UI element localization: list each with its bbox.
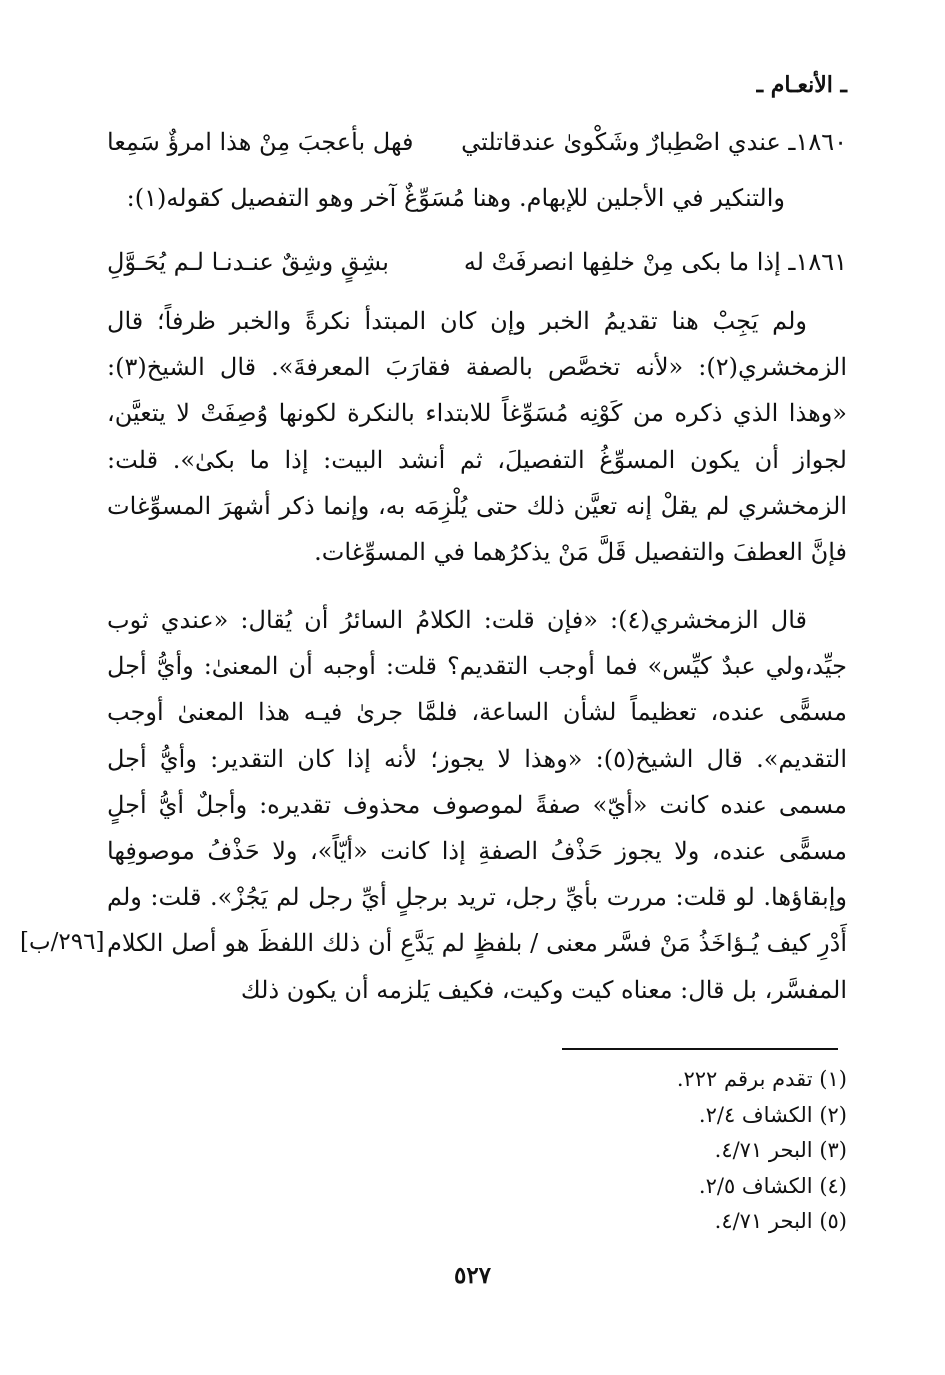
footnote-separator: [562, 1048, 838, 1050]
verse-1860: [107, 120, 847, 164]
footnote: (١) تقدم برقم ٢٢٢.: [676, 1067, 847, 1091]
paragraph: [107, 298, 847, 575]
verse-1861-second-half: بشِقٍ وشِقٌ عنـدنـا لـم يُحَـوَّلِ: [107, 248, 389, 276]
footnote: (٥) البحر ٤/٧١.: [714, 1209, 847, 1233]
page-number: ٥٢٧: [453, 1262, 492, 1289]
verse-number: ١٨٦١ـ: [788, 248, 847, 276]
footnote: (٤) الكشاف ٢/٥.: [698, 1173, 847, 1198]
paragraph-text: قال الزمخشري(٤): «فإن قلت: الكلامُ السائرُ أن يُقال: «عندي ثوب جيِّد،ولي عبدٌ كيِّس» فما أوجب التقديم؟ قلت: أوجبه أن المعنىٰ: وأيُّ أجل مسمًّى عنده، تعظيماً لشأن الساعة، فلمَّا جرىٰ فيـه هذا المعنىٰ أوجب التقديم». قال الشيخ(٥): «وهذا لا يجوز؛ لأنه إذا كان التقدير: وأيُّ أجل مسمى عنده كانت «أيّ» صفةً لموصوف محذوف تقديره: وأجلٌ أيُّ أجلٍ مسمًّى عنده، ولا يجوز حَذْفُ الصفةِ إذا كانت «أيّاً»، ولا حَذْفُ موصوفِها وإبقاؤها. لو قلت: مررت بأيِّ رجل، تريد برجلٍ أيِّ رجل لم يَجُزْ». قلت: ولم أَدْرِ كيف يُـؤاخَذُ مَنْ فسَّر معنى / بلفظٍ لم يَدَّعِ أن ذلك اللفظَ هو أصل الكلام المفسَّر، بل قال: معناه كيت وكيت، فكيف يَلزمه أن يكون ذلك: [107, 606, 847, 1004]
paragraph-text: ولم يَجِبْ هنا تقديمُ الخبر وإن كان المبتدأ نكرةً والخبر ظرفاً؛ قال الزمخشري(٢): «لأنه تخصَّص بالصفة فقارَبَ المعرفةَ». قال الشيخ(٣): «وهذا الذي ذكره من كَوْنِه مُسَوِّغاً للابتداء بالنكرة لكونها وُصِفَتْ لا يتعيَّن، لجواز أن يكون المسوِّغُ التفصيلَ، ثم أنشد البيت: إذا ما بكىٰ». قلت: الزمخشري لم يقلْ إنه تعيَّن ذلك حتى يُلْزِمَه به، وإنما ذكر أشهرَ المسوِّغات فإنَّ العطفَ والتفصيل قَلَّ مَنْ يذكرُهما في المسوِّغات.: [107, 307, 847, 567]
paragraph: [107, 597, 847, 1013]
footnote: (٣) البحر ٤/٧١.: [714, 1138, 847, 1162]
running-header: ـ الأنعـام ـ: [756, 72, 847, 98]
footnotes-list: [547, 1062, 847, 1240]
verse-number: ١٨٦٠ـ: [788, 128, 847, 156]
verse-1860-first-half: [461, 120, 847, 164]
intro-line: والتنكير في الأجلين للإبهام. وهنا مُسَوِّغٌ آخر وهو التفصيل كقوله(١):: [126, 184, 785, 212]
manuscript-folio-marker: [٢٩٦/ب]: [20, 929, 105, 955]
verse-1861: [107, 240, 847, 284]
footnote: (٢) الكشاف ٢/٤.: [698, 1102, 847, 1127]
verse-1860-second-half: فهل بأعجبَ مِنْ هذا امرؤٌ سَمِعا: [107, 128, 414, 156]
hemistich: إذا ما بكى مِنْ خلفِها انصرفَتْ له: [463, 248, 781, 276]
verse-1861-first-half: [464, 240, 847, 284]
hemistich: عندي اصْطِبارٌ وشَكْوىٰ عندقاتلتي: [461, 128, 781, 156]
